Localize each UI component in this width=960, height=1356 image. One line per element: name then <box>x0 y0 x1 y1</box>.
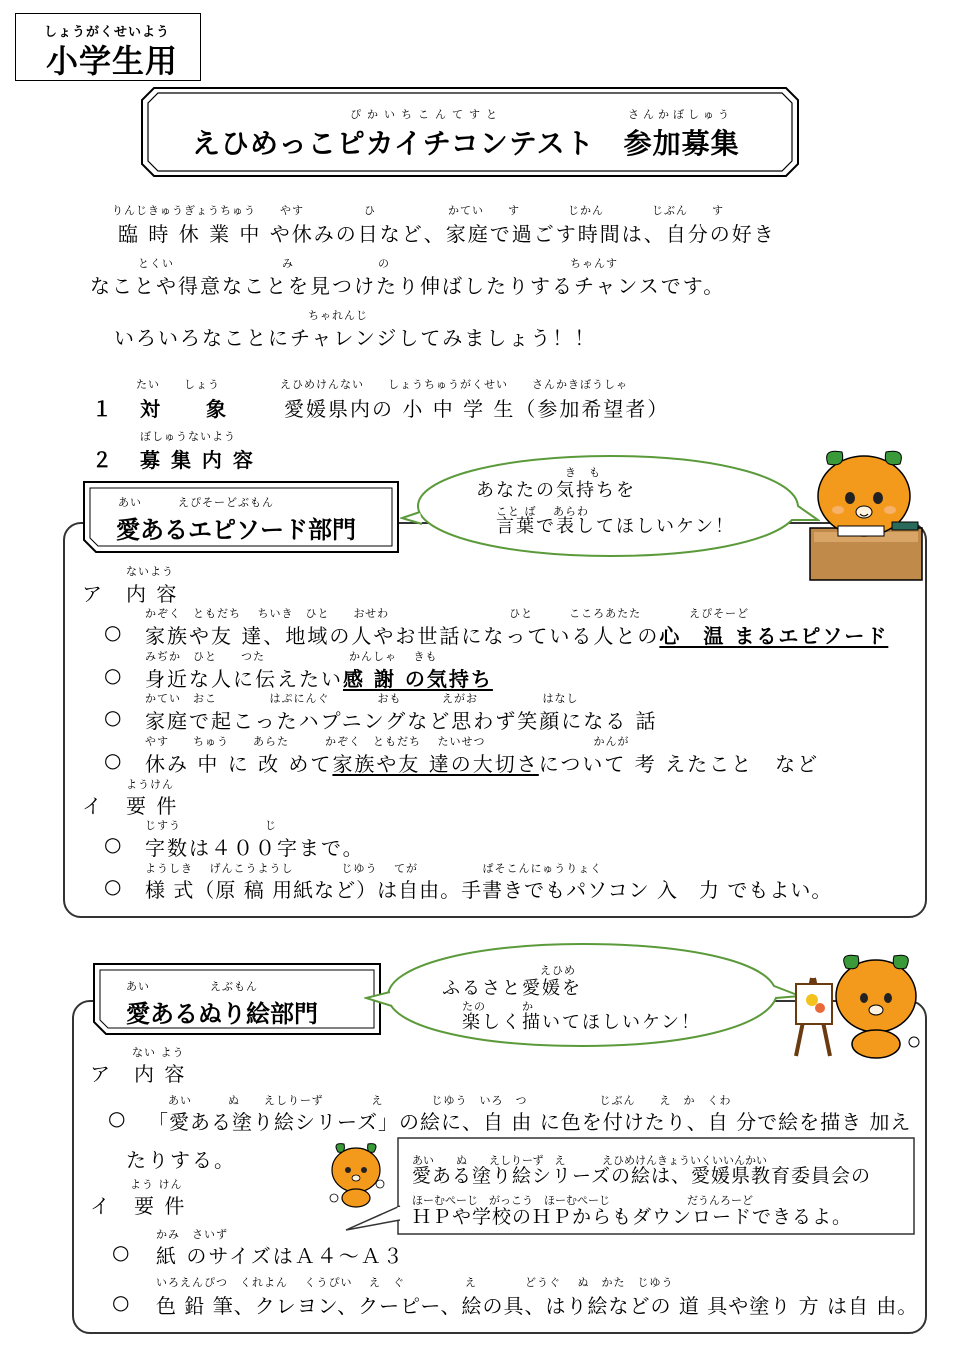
episode-a-label: ア 内 容 <box>82 582 179 606</box>
nurie-tab-ruby: あい えぶもん <box>126 980 258 993</box>
nurie-e1-bullet: ○ <box>112 1240 132 1264</box>
episode-b1-pre: 家族や友 達、地域の人やお世話になっている人との <box>145 624 660 648</box>
item1-heading: 対 象 <box>140 397 228 421</box>
nurie-speech-bubble <box>364 936 804 1056</box>
episode-b4-bullet: ○ <box>104 748 124 772</box>
intro-ruby-3: ちゃれんじ <box>308 309 368 322</box>
nurie-e1-text: 紙 のサイズはＡ４～Ａ３ <box>156 1244 405 1268</box>
nurie-i-ruby: よう けん <box>130 1178 183 1191</box>
episode-b2-ruby: みぢか ひと つた かんしゃ きも <box>145 650 438 663</box>
episode-b4-ruby: やす ちゅう あらた かぞく ともだち たいせつ かんが <box>145 735 630 748</box>
nurie-d1-ruby: あい ぬ えしりーず え じゆう いろ つ じぶん え か くわ <box>168 1094 732 1107</box>
intro-ruby-1: りんじきゅうぎょうちゅう やす ひ かてい す じかん じぶん す <box>112 204 724 217</box>
episode-c1-bullet: ○ <box>104 832 124 856</box>
nurie-i-label: イ 要 件 <box>90 1194 187 1218</box>
episode-b2-emphasis: 感 謝 の気持ち <box>343 667 493 691</box>
nurie-bubble-line-1: ふるさと愛媛を <box>442 978 582 999</box>
nurie-a-ruby: ない よう <box>132 1046 185 1059</box>
episode-tab-label: 愛あるエピソード部門 <box>116 516 356 544</box>
intro-line-1: 臨 時 休 業 中 や休みの日など、家庭で過ごす時間は、自分の好き <box>118 222 776 246</box>
item1-number: １ <box>92 397 114 421</box>
episode-b3-text: 家庭で起こったハプニングなど思わず笑顔になる 話 <box>145 709 658 733</box>
grade-label: 小学生用 <box>46 42 179 80</box>
nurie-tab-label: 愛あるぬり絵部門 <box>126 1000 318 1028</box>
title-ruby-right: さんかぼしゅう <box>628 108 733 121</box>
page-title: えひめっこピカイチコンテスト 参加募集 <box>192 127 740 160</box>
episode-i-label: イ 要 件 <box>82 794 179 818</box>
nurie-info-ruby-1: あい ぬ えしりーず え えひめけんきょういくいいんかい <box>412 1154 767 1167</box>
item2-heading: 募 集 内 容 <box>140 448 255 472</box>
nurie-e2-ruby: いろえんぴつ くれよん くうぴい え ぐ え どうぐ ぬ かた じゆう <box>156 1276 674 1289</box>
title-box <box>140 86 800 178</box>
episode-c2-ruby: ようしき げんこうようし じゆう てが ぱそこんにゅうりょく <box>145 862 603 875</box>
nurie-d1-cont: たりする。 <box>126 1148 236 1172</box>
nurie-a-label: ア 内 容 <box>90 1062 187 1086</box>
episode-b3-bullet: ○ <box>104 705 124 729</box>
episode-b1-bullet: ○ <box>104 620 124 644</box>
episode-i-ruby: ようけん <box>126 778 174 791</box>
item1-body: 愛媛県内の 小 中 学 生（参加希望者） <box>284 397 670 421</box>
nurie-d1-text: 「愛ある塗り絵シリーズ」の絵に、自 由 に色を付けたり、自 分で絵を描き 加え <box>148 1110 912 1134</box>
episode-bubble-line-2: 言葉で表してほしいケン！ <box>496 516 736 537</box>
episode-b1-emphasis: 心 温 まるエピソード <box>659 624 889 648</box>
episode-c1-text: 字数は４００字まで。 <box>145 836 365 860</box>
grade-label-box <box>15 13 201 81</box>
episode-bubble-line-1: あなたの気持ちを <box>476 480 636 501</box>
episode-tab-ruby: あい えぴそーどぶもん <box>118 496 274 509</box>
episode-c1-ruby: じすう じ <box>145 819 277 832</box>
episode-b3-ruby: かてい おこ はぷにんぐ おも えがお はなし <box>145 692 579 705</box>
episode-b4-emphasis: 家族や友 達の大切さ <box>332 752 539 776</box>
nurie-e1-ruby: かみ さいず <box>156 1228 228 1241</box>
nurie-info-ruby-2: ほーむぺーじ がっこう ほーむぺーじ だうんろーど <box>412 1194 753 1207</box>
episode-b2-pre: 身近な人に伝えたい <box>145 667 343 691</box>
item1-ruby: たい しょう えひめけんない しょうちゅうがくせい さんかきぼうしゃ <box>136 378 628 391</box>
episode-c2-text: 様 式（原 稿 用紙など）は自由。手書きでもパソコン 入 力 でもよい。 <box>145 878 833 902</box>
item2-number: ２ <box>92 448 114 472</box>
mascot-writing-illustration <box>808 440 926 582</box>
nurie-bubble-line-2: 楽しく描いてほしいケン！ <box>462 1012 702 1033</box>
title-ruby-left: ぴかいちこんてすと <box>350 108 503 121</box>
nurie-e2-bullet: ○ <box>112 1290 132 1314</box>
nurie-d1-bullet: ○ <box>108 1106 128 1130</box>
episode-b4-post: について 考 えたこと など <box>538 752 820 776</box>
nurie-bubble-ruby-1: えひめ <box>540 964 576 977</box>
nurie-info-line-1: 愛ある塗り絵シリーズの絵は、愛媛県教育委員会の <box>412 1165 872 1187</box>
episode-c2-bullet: ○ <box>104 874 124 898</box>
episode-b2-text <box>145 663 493 692</box>
episode-b1-ruby: かぞく ともだち ちいき ひと おせわ ひと こころあたた えぴそーど <box>145 607 750 620</box>
nurie-info-line-2: ＨＰや学校のＨＰからもダウンロードできるよ。 <box>412 1206 853 1228</box>
intro-line-3: いろいろなことにチャレンジしてみましょう！！ <box>114 326 597 350</box>
episode-b4-text <box>145 748 819 777</box>
episode-a-ruby: ないよう <box>126 565 174 578</box>
intro-ruby-2: とくい み の ちゃんす <box>90 257 618 270</box>
nurie-bubble-ruby-2: たの か <box>462 1000 534 1013</box>
episode-bubble-ruby-2: こと ば あらわ <box>496 505 589 518</box>
intro-line-2: なことや得意なことを見つけたり伸ばしたりするチャンスです。 <box>90 274 726 298</box>
episode-bubble-ruby-1: き も <box>565 466 601 479</box>
mascot-painting-illustration <box>790 948 922 1060</box>
grade-ruby: しょうがくせいよう <box>44 25 171 40</box>
episode-b4-pre: 休み 中 に 改 めて <box>145 752 333 776</box>
nurie-e2-text: 色 鉛 筆、クレヨン、クーピー、絵の具、はり絵などの 道 具や塗り 方 は自 由。 <box>156 1294 919 1318</box>
episode-speech-bubble <box>400 448 820 568</box>
episode-b1-text <box>145 620 888 649</box>
item2-ruby: ぼしゅうないよう <box>140 430 236 443</box>
episode-b2-bullet: ○ <box>104 663 124 687</box>
